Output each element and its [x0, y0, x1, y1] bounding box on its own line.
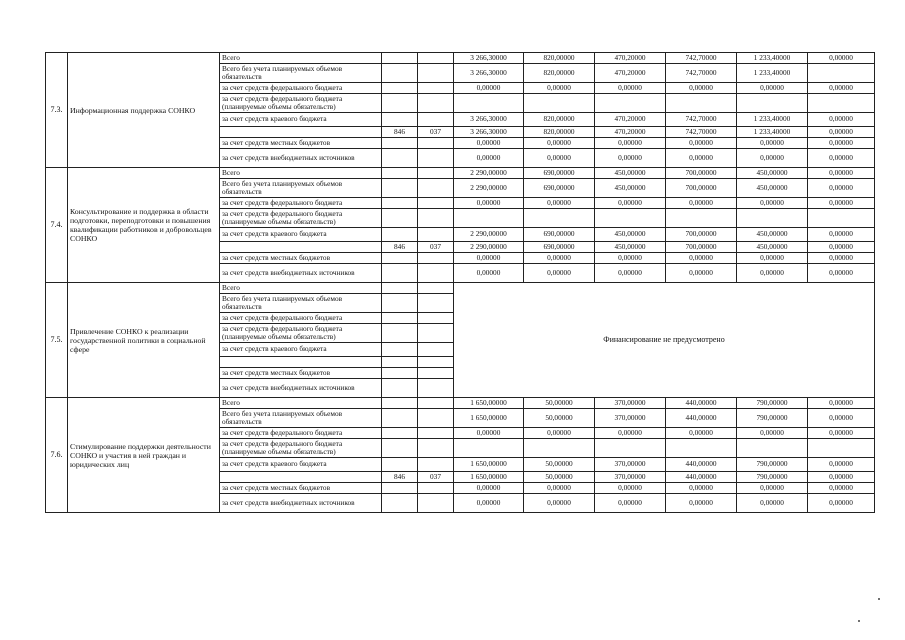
row-label: Всего: [220, 168, 382, 179]
budget-code-a: [382, 357, 418, 368]
amount-cell: 0,00000: [737, 428, 808, 439]
program-number: 7.3.: [46, 53, 68, 168]
program-name: Консультирование и поддержка в области подготовки, переподготовки и повышения квалификации работников и добровольцев СОНКО: [68, 168, 220, 283]
scan-speck: [858, 620, 860, 622]
amount-cell: 450,00000: [737, 168, 808, 179]
amount-cell: 0,00000: [666, 483, 737, 494]
amount-cell: 50,00000: [524, 458, 595, 472]
amount-cell: 470,20000: [595, 127, 666, 138]
amount-cell: 1 650,00000: [454, 398, 524, 409]
row-label: за счет средств местных бюджетов: [220, 138, 382, 149]
amount-cell: 790,00000: [737, 398, 808, 409]
amount-cell: 0,00000: [595, 483, 666, 494]
amount-cell: 3 266,30000: [454, 53, 524, 64]
budget-code-a: [382, 324, 418, 343]
amount-cell: [737, 439, 808, 458]
amount-cell: 0,00000: [666, 83, 737, 94]
amount-cell: 0,00000: [524, 198, 595, 209]
amount-cell: 370,00000: [595, 398, 666, 409]
amount-cell: 450,00000: [737, 228, 808, 242]
amount-cell: 1 233,40000: [737, 113, 808, 127]
row-label: [220, 357, 382, 368]
amount-cell: 50,00000: [524, 398, 595, 409]
budget-code-a: [382, 439, 418, 458]
budget-code-b: [418, 398, 454, 409]
budget-code-a: [382, 113, 418, 127]
amount-cell: 0,00000: [454, 138, 524, 149]
budget-code-b: [418, 439, 454, 458]
budget-code-a: [382, 398, 418, 409]
row-label: за счет средств внебюджетных источников: [220, 379, 382, 398]
amount-cell: 690,00000: [524, 228, 595, 242]
amount-cell: 0,00000: [737, 494, 808, 513]
row-label: за счет средств федерального бюджета (планируемые объемы обязательств): [220, 439, 382, 458]
budget-code-a: [382, 209, 418, 228]
amount-cell: 0,00000: [454, 253, 524, 264]
amount-cell: 0,00000: [808, 83, 875, 94]
budget-code-a: [382, 228, 418, 242]
amount-cell: 0,00000: [808, 53, 875, 64]
budget-code-b: [418, 198, 454, 209]
amount-cell: 0,00000: [666, 253, 737, 264]
amount-cell: 742,70000: [666, 53, 737, 64]
amount-cell: [595, 94, 666, 113]
budget-code-a: [382, 379, 418, 398]
budget-code-b: [418, 64, 454, 83]
amount-cell: 0,00000: [666, 198, 737, 209]
row-label: за счет средств внебюджетных источников: [220, 264, 382, 283]
budget-code-a: [382, 168, 418, 179]
budget-code-a: [382, 283, 418, 294]
amount-cell: 370,00000: [595, 409, 666, 428]
amount-cell: 0,00000: [808, 242, 875, 253]
amount-cell: 820,00000: [524, 64, 595, 83]
amount-cell: 370,00000: [595, 458, 666, 472]
row-label: за счет средств федерального бюджета (планируемые объемы обязательств): [220, 324, 382, 343]
funding-table: [45, 52, 875, 513]
budget-code-b: [418, 343, 454, 357]
amount-cell: 0,00000: [808, 428, 875, 439]
amount-cell: 0,00000: [808, 138, 875, 149]
budget-code-b: [418, 409, 454, 428]
row-label: за счет средств федерального бюджета: [220, 83, 382, 94]
budget-code-b: [418, 253, 454, 264]
amount-cell: [454, 439, 524, 458]
row-label: Всего: [220, 398, 382, 409]
row-label: Всего: [220, 283, 382, 294]
table-row: [46, 168, 875, 179]
amount-cell: [808, 439, 875, 458]
amount-cell: 0,00000: [808, 398, 875, 409]
amount-cell: 0,00000: [666, 428, 737, 439]
row-label: за счет средств федерального бюджета: [220, 428, 382, 439]
row-label: [220, 242, 382, 253]
amount-cell: 3 266,30000: [454, 127, 524, 138]
amount-cell: 820,00000: [524, 53, 595, 64]
budget-code-a: [382, 343, 418, 357]
row-label: за счет средств федерального бюджета: [220, 198, 382, 209]
amount-cell: 0,00000: [666, 264, 737, 283]
budget-code-b: [418, 428, 454, 439]
budget-code-a: [382, 294, 418, 313]
amount-cell: 0,00000: [808, 179, 875, 198]
amount-cell: 0,00000: [595, 428, 666, 439]
amount-cell: 1 233,40000: [737, 127, 808, 138]
amount-cell: 3 266,30000: [454, 113, 524, 127]
amount-cell: 470,20000: [595, 64, 666, 83]
amount-cell: [524, 94, 595, 113]
amount-cell: 0,00000: [808, 198, 875, 209]
amount-cell: 690,00000: [524, 168, 595, 179]
amount-cell: 690,00000: [524, 179, 595, 198]
budget-code-a: [382, 313, 418, 324]
amount-cell: 790,00000: [737, 458, 808, 472]
amount-cell: 470,20000: [595, 53, 666, 64]
amount-cell: 820,00000: [524, 127, 595, 138]
budget-document: [45, 52, 874, 513]
table-row: [46, 283, 875, 294]
amount-cell: 0,00000: [595, 253, 666, 264]
amount-cell: [666, 439, 737, 458]
budget-code-a: [382, 458, 418, 472]
budget-code-b: [418, 324, 454, 343]
row-label: за счет средств федерального бюджета (планируемые объемы обязательств): [220, 209, 382, 228]
amount-cell: 0,00000: [808, 409, 875, 428]
budget-code-b: 037: [418, 242, 454, 253]
amount-cell: 2 290,00000: [454, 168, 524, 179]
budget-code-b: [418, 379, 454, 398]
row-label: Всего без учета планируемых объемов обязательств: [220, 64, 382, 83]
table-row: [46, 398, 875, 409]
row-label: за счет средств краевого бюджета: [220, 343, 382, 357]
row-label: за счет средств внебюджетных источников: [220, 149, 382, 168]
amount-cell: 50,00000: [524, 409, 595, 428]
row-label: за счет средств внебюджетных источников: [220, 494, 382, 513]
amount-cell: 370,00000: [595, 472, 666, 483]
amount-cell: 0,00000: [454, 149, 524, 168]
amount-cell: [808, 64, 875, 83]
amount-cell: 3 266,30000: [454, 64, 524, 83]
amount-cell: 700,00000: [666, 228, 737, 242]
amount-cell: 0,00000: [808, 113, 875, 127]
amount-cell: 700,00000: [666, 242, 737, 253]
row-label: за счет средств местных бюджетов: [220, 483, 382, 494]
amount-cell: [737, 94, 808, 113]
amount-cell: 2 290,00000: [454, 242, 524, 253]
budget-code-a: [382, 179, 418, 198]
amount-cell: 0,00000: [666, 494, 737, 513]
amount-cell: 0,00000: [454, 494, 524, 513]
row-label: Всего без учета планируемых объемов обязательств: [220, 294, 382, 313]
amount-cell: 0,00000: [666, 149, 737, 168]
budget-code-b: [418, 264, 454, 283]
amount-cell: 742,70000: [666, 64, 737, 83]
budget-code-b: [418, 368, 454, 379]
amount-cell: 450,00000: [595, 228, 666, 242]
amount-cell: 1 650,00000: [454, 409, 524, 428]
amount-cell: 0,00000: [454, 198, 524, 209]
row-label: [220, 127, 382, 138]
budget-code-a: [382, 409, 418, 428]
amount-cell: 440,00000: [666, 398, 737, 409]
budget-code-b: [418, 53, 454, 64]
amount-cell: 0,00000: [737, 483, 808, 494]
amount-cell: [595, 209, 666, 228]
amount-cell: 1 233,40000: [737, 64, 808, 83]
amount-cell: 690,00000: [524, 242, 595, 253]
amount-cell: 0,00000: [524, 138, 595, 149]
scan-speck: [878, 598, 880, 600]
budget-code-b: [418, 283, 454, 294]
amount-cell: 0,00000: [595, 494, 666, 513]
amount-cell: 0,00000: [808, 472, 875, 483]
amount-cell: [808, 209, 875, 228]
amount-cell: 0,00000: [808, 494, 875, 513]
amount-cell: 0,00000: [737, 83, 808, 94]
budget-code-b: [418, 138, 454, 149]
budget-code-a: [382, 253, 418, 264]
budget-code-b: [418, 209, 454, 228]
amount-cell: 0,00000: [808, 264, 875, 283]
no-funding-note: Финансирование не предусмотрено: [454, 283, 875, 398]
amount-cell: [666, 209, 737, 228]
amount-cell: 450,00000: [595, 168, 666, 179]
amount-cell: 0,00000: [524, 494, 595, 513]
program-name: Привлечение СОНКО к реализации государственной политики в социальной сфере: [68, 283, 220, 398]
amount-cell: 0,00000: [808, 228, 875, 242]
amount-cell: 790,00000: [737, 409, 808, 428]
amount-cell: 2 290,00000: [454, 228, 524, 242]
amount-cell: 450,00000: [737, 179, 808, 198]
program-number: 7.4.: [46, 168, 68, 283]
budget-code-a: [382, 483, 418, 494]
amount-cell: 0,00000: [808, 458, 875, 472]
amount-cell: 0,00000: [524, 253, 595, 264]
row-label: за счет средств федерального бюджета: [220, 313, 382, 324]
budget-code-a: [382, 264, 418, 283]
budget-code-b: [418, 357, 454, 368]
row-label: [220, 472, 382, 483]
amount-cell: 0,00000: [454, 264, 524, 283]
amount-cell: 742,70000: [666, 113, 737, 127]
row-label: за счет средств федерального бюджета (планируемые объемы обязательств): [220, 94, 382, 113]
budget-code-a: 846: [382, 242, 418, 253]
budget-code-a: [382, 94, 418, 113]
amount-cell: 0,00000: [808, 168, 875, 179]
row-label: за счет средств краевого бюджета: [220, 458, 382, 472]
amount-cell: 0,00000: [595, 264, 666, 283]
program-number: 7.5.: [46, 283, 68, 398]
amount-cell: 0,00000: [454, 428, 524, 439]
budget-code-a: 846: [382, 127, 418, 138]
amount-cell: 700,00000: [666, 179, 737, 198]
amount-cell: 0,00000: [524, 83, 595, 94]
budget-code-a: [382, 149, 418, 168]
budget-code-a: [382, 428, 418, 439]
budget-code-a: [382, 138, 418, 149]
amount-cell: 1 650,00000: [454, 458, 524, 472]
budget-code-b: [418, 168, 454, 179]
amount-cell: 0,00000: [595, 83, 666, 94]
table-row: [46, 53, 875, 64]
amount-cell: [454, 94, 524, 113]
amount-cell: 0,00000: [524, 483, 595, 494]
budget-code-b: [418, 113, 454, 127]
row-label: за счет средств местных бюджетов: [220, 253, 382, 264]
amount-cell: [666, 94, 737, 113]
amount-cell: 820,00000: [524, 113, 595, 127]
row-label: Всего без учета планируемых объемов обязательств: [220, 409, 382, 428]
amount-cell: 440,00000: [666, 409, 737, 428]
budget-code-a: [382, 64, 418, 83]
amount-cell: 0,00000: [454, 83, 524, 94]
amount-cell: 450,00000: [737, 242, 808, 253]
amount-cell: 0,00000: [524, 149, 595, 168]
amount-cell: 0,00000: [595, 198, 666, 209]
amount-cell: 0,00000: [737, 138, 808, 149]
amount-cell: 2 290,00000: [454, 179, 524, 198]
budget-code-a: [382, 83, 418, 94]
amount-cell: 0,00000: [454, 483, 524, 494]
amount-cell: 0,00000: [737, 198, 808, 209]
program-name: Стимулирование поддержки деятельности СОНКО и участия в ней граждан и юридических лиц: [68, 398, 220, 513]
budget-code-b: 037: [418, 127, 454, 138]
budget-code-a: 846: [382, 472, 418, 483]
program-number: 7.6.: [46, 398, 68, 513]
amount-cell: [737, 209, 808, 228]
budget-code-a: [382, 53, 418, 64]
row-label: Всего без учета планируемых объемов обязательств: [220, 179, 382, 198]
amount-cell: [524, 439, 595, 458]
amount-cell: 1 650,00000: [454, 472, 524, 483]
budget-code-b: [418, 494, 454, 513]
amount-cell: 0,00000: [808, 127, 875, 138]
budget-code-b: [418, 179, 454, 198]
row-label: за счет средств краевого бюджета: [220, 113, 382, 127]
amount-cell: 742,70000: [666, 127, 737, 138]
amount-cell: 50,00000: [524, 472, 595, 483]
budget-code-a: [382, 368, 418, 379]
amount-cell: 0,00000: [524, 428, 595, 439]
amount-cell: 470,20000: [595, 113, 666, 127]
amount-cell: 450,00000: [595, 179, 666, 198]
amount-cell: 440,00000: [666, 472, 737, 483]
amount-cell: 1 233,40000: [737, 53, 808, 64]
amount-cell: 0,00000: [737, 264, 808, 283]
amount-cell: 0,00000: [808, 253, 875, 264]
amount-cell: [524, 209, 595, 228]
amount-cell: 0,00000: [524, 264, 595, 283]
amount-cell: 0,00000: [737, 149, 808, 168]
amount-cell: 450,00000: [595, 242, 666, 253]
amount-cell: [808, 94, 875, 113]
budget-code-a: [382, 494, 418, 513]
row-label: за счет средств местных бюджетов: [220, 368, 382, 379]
amount-cell: 0,00000: [666, 138, 737, 149]
budget-code-b: [418, 228, 454, 242]
budget-code-b: [418, 94, 454, 113]
amount-cell: 440,00000: [666, 458, 737, 472]
budget-code-a: [382, 198, 418, 209]
amount-cell: [595, 439, 666, 458]
budget-code-b: [418, 483, 454, 494]
amount-cell: 700,00000: [666, 168, 737, 179]
budget-code-b: 037: [418, 472, 454, 483]
budget-code-b: [418, 458, 454, 472]
budget-code-b: [418, 313, 454, 324]
budget-code-b: [418, 149, 454, 168]
amount-cell: 0,00000: [595, 138, 666, 149]
amount-cell: [454, 209, 524, 228]
program-name: Информационная поддержка СОНКО: [68, 53, 220, 168]
amount-cell: 0,00000: [808, 149, 875, 168]
amount-cell: 0,00000: [595, 149, 666, 168]
amount-cell: 0,00000: [737, 253, 808, 264]
amount-cell: 790,00000: [737, 472, 808, 483]
budget-code-b: [418, 294, 454, 313]
row-label: за счет средств краевого бюджета: [220, 228, 382, 242]
row-label: Всего: [220, 53, 382, 64]
budget-code-b: [418, 83, 454, 94]
amount-cell: 0,00000: [808, 483, 875, 494]
